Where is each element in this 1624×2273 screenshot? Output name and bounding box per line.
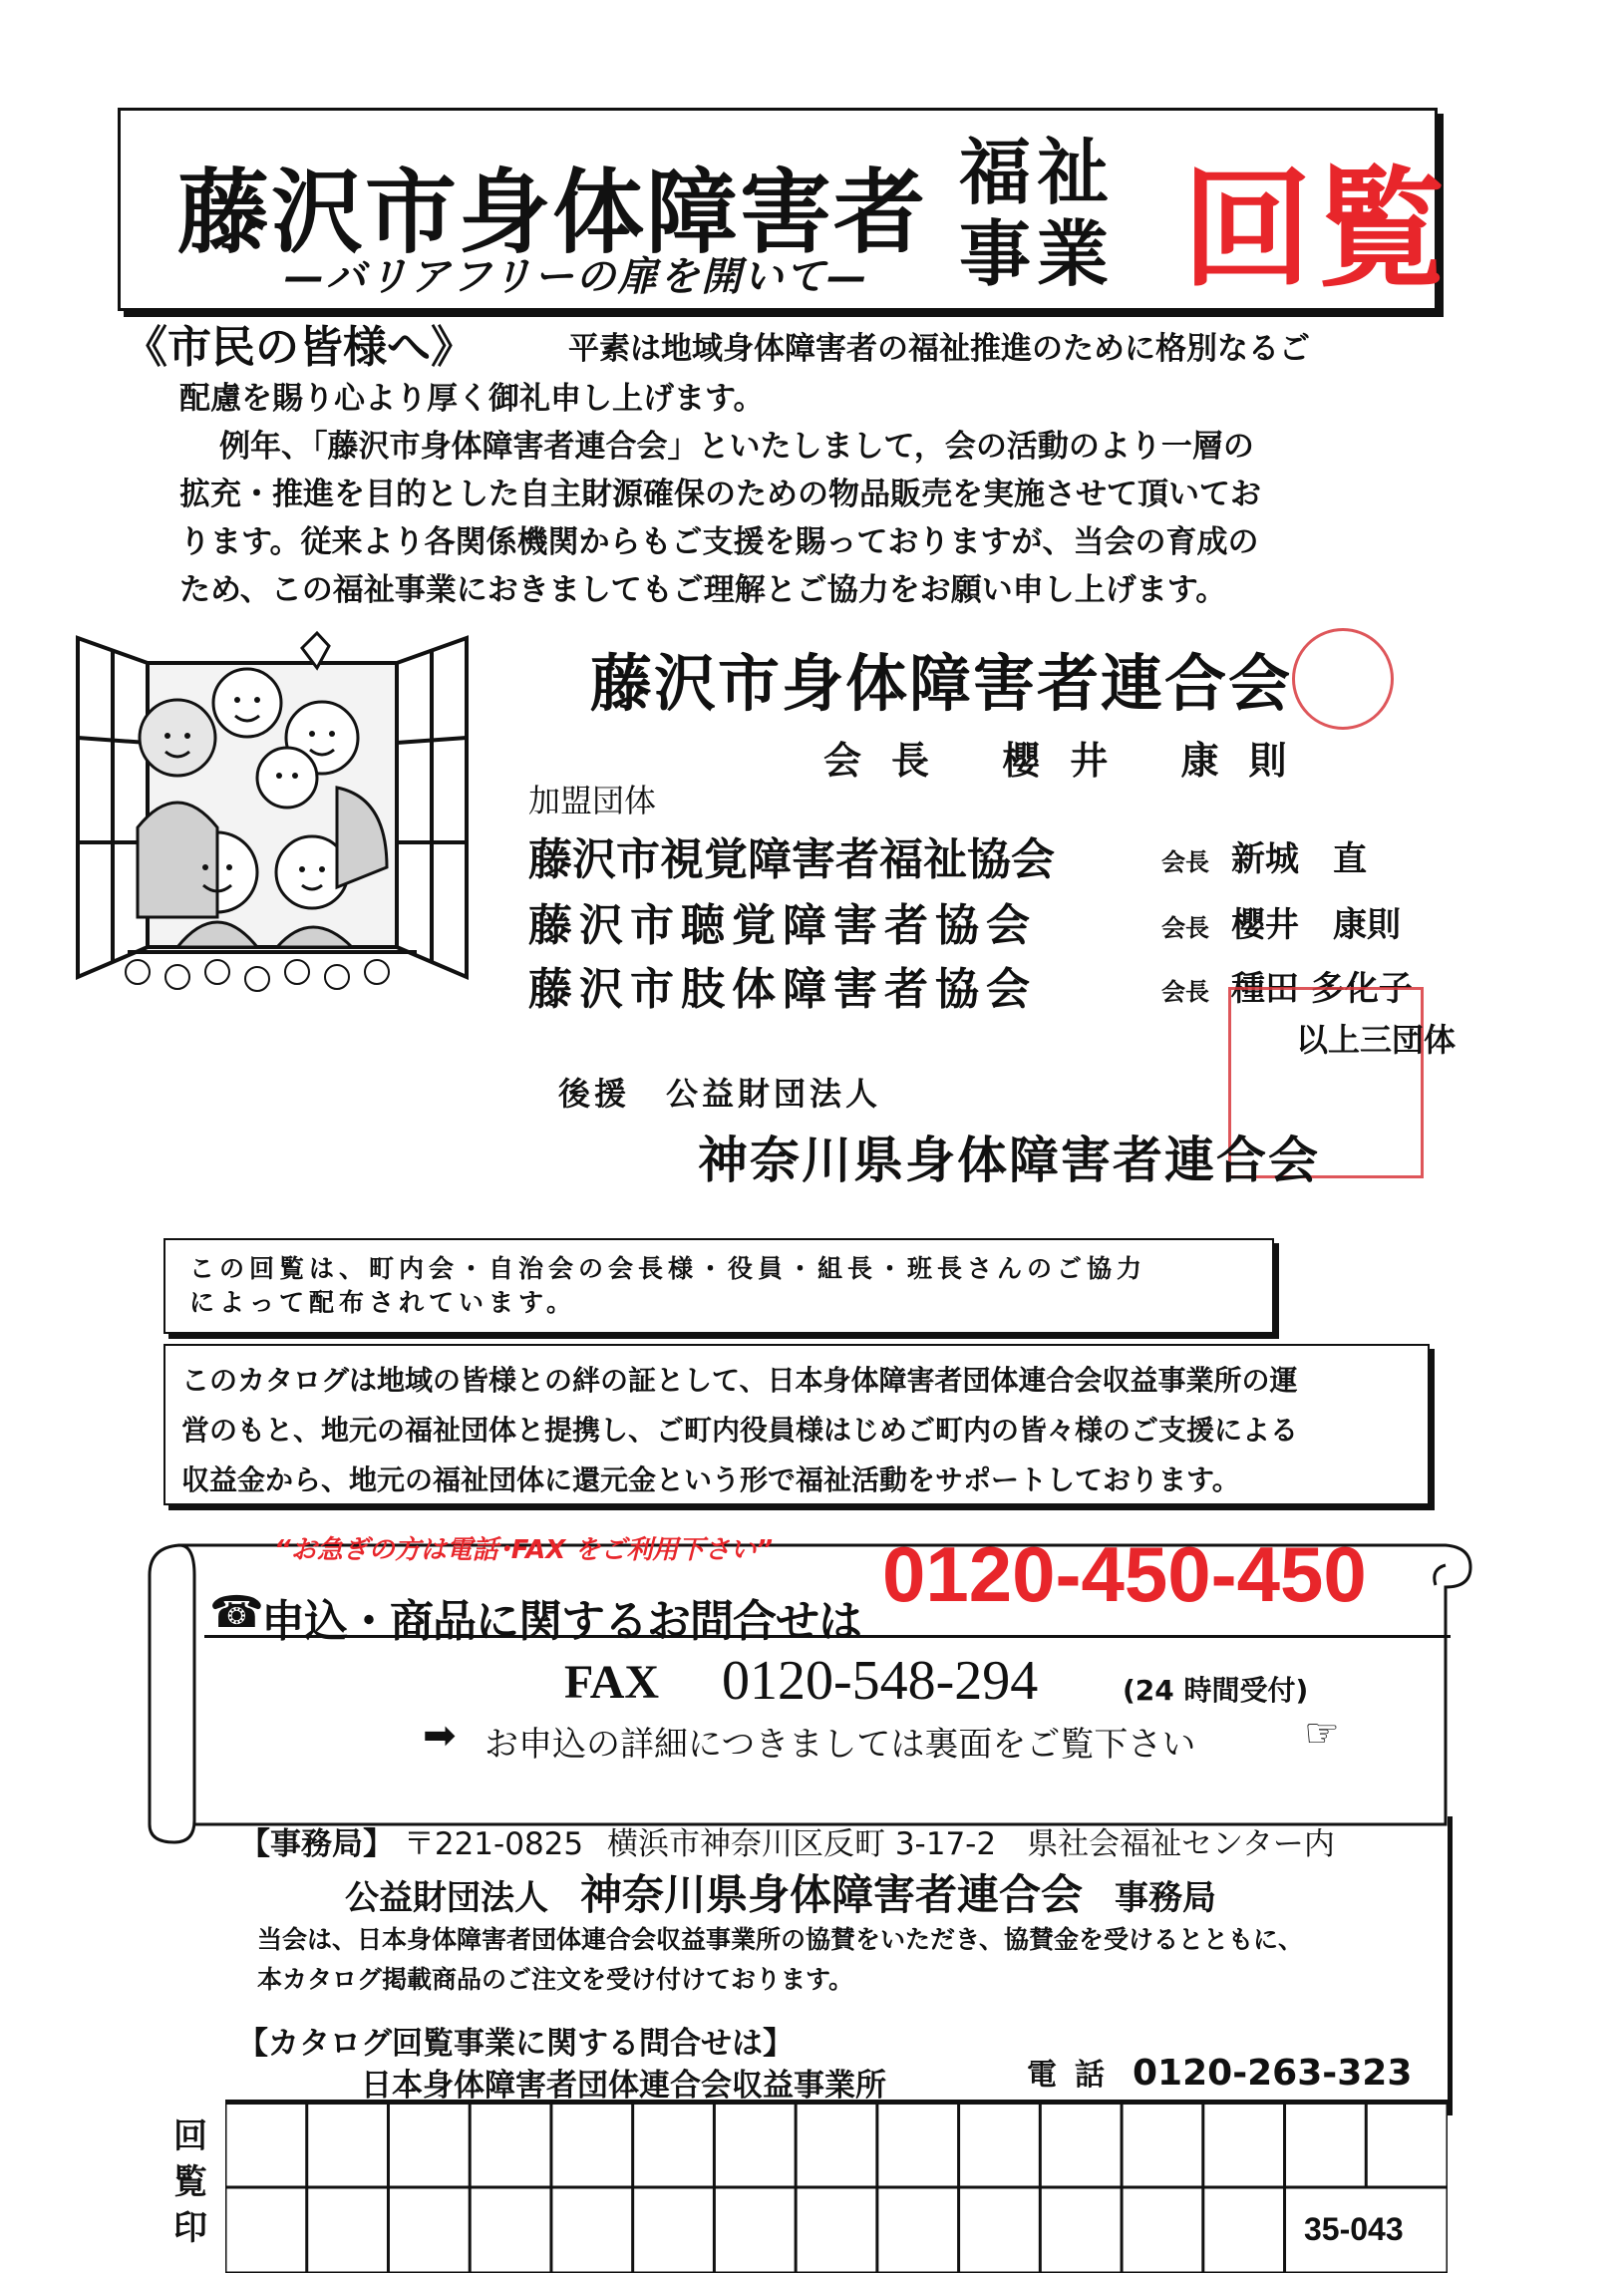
urgent-note: “お急ぎの方は電話･FAX をご利用下さい”	[274, 1535, 774, 1565]
circulation-notice	[163, 1238, 1274, 1334]
order-details: お申込の詳細につきましては裏面をご覧下さい	[485, 1725, 1196, 1765]
inquiry-underline	[204, 1635, 1451, 1638]
member-org: 藤沢市聴覚障害者協会	[528, 900, 1037, 951]
program-title	[959, 132, 1115, 295]
intro-line: ります。従来より各関係機関からもご支援を賜っておりますが、当会の育成の	[179, 524, 1259, 560]
office-address: 【事務局】 〒221-0825 横浜市神奈川区反町 3-17-2 県社会福祉センター内	[239, 1826, 1335, 1862]
arrow-right-icon: ➡	[423, 1713, 457, 1759]
intro-line: 例年、「藤沢市身体障害者連合会」といたしまして，会の活動のより一層の	[219, 429, 1254, 465]
notice-line: 営のもと、地元の福祉団体と提携し、ご町内役員様はじめご町内の皆々様のご支援による	[181, 1414, 1299, 1447]
catalog-notice	[163, 1344, 1430, 1505]
phone-number[interactable]: 0120-450-450	[882, 1530, 1367, 1618]
pointing-hand-icon: ☞	[1304, 1711, 1340, 1757]
member-head: 会長 新城 直	[1161, 839, 1367, 879]
program-title-line1: 福祉	[959, 131, 1116, 214]
inquiry-label: 申込・商品に関するお問合せは	[261, 1596, 861, 1647]
phone-icon: ☎	[209, 1587, 264, 1638]
round-seal-stamp	[1292, 628, 1394, 730]
fax-hours: (24 時間受付)	[1123, 1674, 1309, 1707]
intro-line: 配慮を賜り心より厚く御礼申し上げます。	[179, 381, 765, 417]
fax-label: FAX	[564, 1656, 660, 1709]
sponsor-name: 神奈川県身体障害者連合会	[698, 1132, 1320, 1189]
document-code: 35-043	[1304, 2211, 1404, 2247]
header-title: 藤沢市身体障害者	[177, 160, 928, 266]
association-name: 藤沢市身体障害者連合会	[590, 647, 1293, 720]
sponsor-label: 後援 公益財団法人	[558, 1075, 882, 1113]
intro-line: 拡充・推進を目的とした自主財源確保のための物品販売を実施させて頂いてお	[179, 477, 1261, 512]
notice-line: 収益金から、地元の福祉団体に還元金という形で福祉活動をサポートしております。	[181, 1463, 1240, 1496]
catalog-inquiry-heading: 【カタログ回覧事業に関する問合せは】	[237, 2026, 794, 2062]
member-org: 藤沢市肢体障害者協会	[528, 964, 1037, 1015]
notice-line: この回覧は、町内会・自治会の会長様・役員・組長・班長さんのご協力	[189, 1254, 1147, 1283]
association-president: 会長 櫻井 康則	[823, 739, 1317, 783]
catalog-phone: 電話 0120-263-323	[1027, 2053, 1413, 2094]
intro-line: 平素は地域身体障害者の福祉推進のために格別なるご	[568, 331, 1310, 367]
office-border	[1448, 1816, 1453, 2115]
member-head: 会長 櫻井 康則	[1161, 905, 1401, 945]
seal-grid	[225, 2100, 1448, 2273]
intro-heading: 《市民の皆様へ》	[124, 322, 475, 373]
member-label: 加盟団体	[528, 782, 657, 819]
member-head: 会長 種田 多化子	[1161, 969, 1413, 1009]
header-subtitle: —バリアフリーの扉を開いて—	[284, 254, 869, 300]
office-name: 公益財団法人 神奈川県身体障害者連合会 事務局	[345, 1870, 1217, 1919]
notice-line: このカタログは地域の皆様との絆の証として、日本身体障害者団体連合会収益事業所の運	[181, 1364, 1298, 1397]
notice-line: によって配布されています。	[189, 1288, 577, 1317]
seal-label: 回覧印	[173, 2116, 207, 2248]
office-note: 当会は、日本身体障害者団体連合会収益事業所の協賛をいただき、協賛金を受けるとともに、	[257, 1925, 1304, 1954]
circulation-badge: 回覧	[1182, 154, 1451, 305]
program-title-line2: 事業	[959, 212, 1116, 296]
member-org: 藤沢市視覚障害者福祉協会	[528, 834, 1055, 885]
family-window-illustration	[68, 628, 477, 1017]
members-total: 以上三団体	[1296, 1021, 1457, 1059]
intro-line: ため、この福祉事業におきましてもご理解とご協力をお願い申し上げます。	[179, 572, 1227, 608]
office-note: 本カタログ掲載商品のご注文を受け付けております。	[257, 1965, 854, 1994]
fax-number[interactable]: 0120-548-294	[722, 1650, 1039, 1712]
catalog-org: 日本身体障害者団体連合会収益事業所	[361, 2068, 886, 2104]
